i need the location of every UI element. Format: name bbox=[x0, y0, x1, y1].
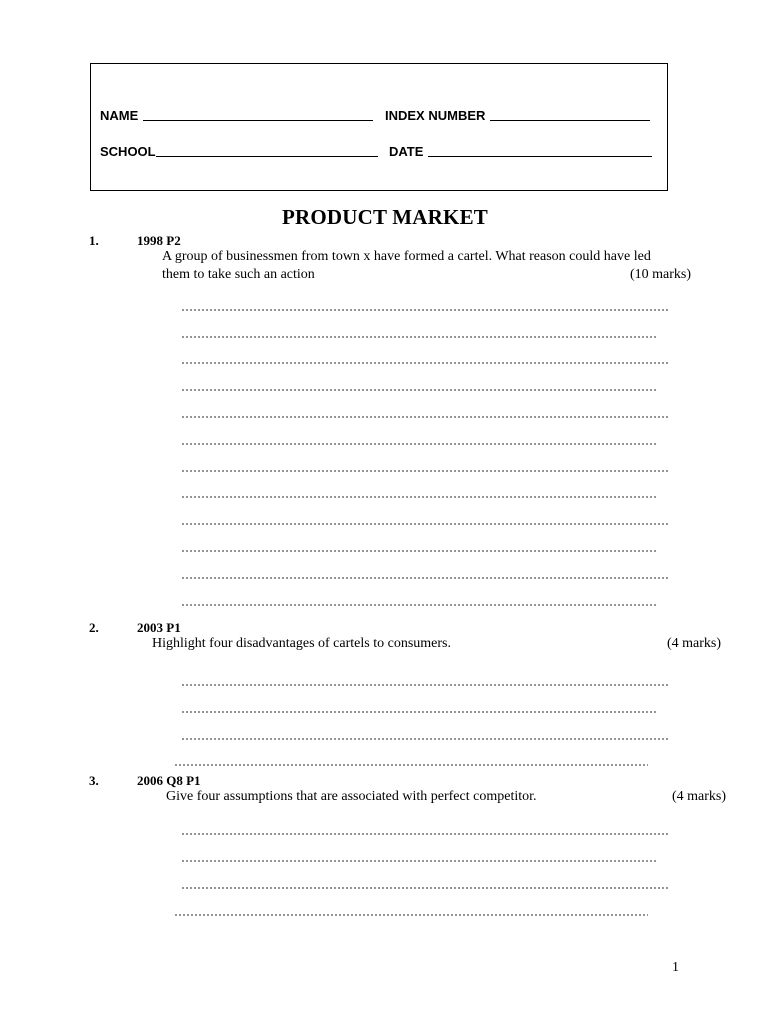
name-field[interactable] bbox=[100, 108, 373, 123]
answer-line[interactable] bbox=[181, 704, 657, 714]
question-1-text-line-2: them to take such an action bbox=[162, 267, 315, 282]
question-1-code: 1998 P2 bbox=[137, 233, 181, 248]
index-number-label: INDEX NUMBER bbox=[385, 108, 486, 123]
question-1-number: 1. bbox=[89, 233, 99, 248]
answer-line[interactable] bbox=[181, 731, 668, 741]
answer-line[interactable] bbox=[181, 826, 668, 836]
page-title: PRODUCT MARKET bbox=[281, 205, 488, 229]
question-2-text: Highlight four disadvantages of cartels to consumers. bbox=[152, 636, 451, 651]
question-2-marks: (4 marks) bbox=[667, 636, 722, 651]
question-3-code: 2006 Q8 P1 bbox=[137, 773, 201, 788]
index-number-field[interactable] bbox=[385, 108, 650, 123]
school-field[interactable] bbox=[100, 144, 378, 159]
name-label: NAME bbox=[100, 108, 139, 123]
answer-line[interactable] bbox=[181, 853, 657, 863]
answer-line[interactable] bbox=[174, 907, 648, 917]
answer-line[interactable] bbox=[181, 382, 657, 392]
question-2-code: 2003 P1 bbox=[137, 620, 181, 635]
answer-line[interactable] bbox=[181, 543, 657, 553]
date-label: DATE bbox=[389, 144, 424, 159]
student-info-box bbox=[90, 63, 668, 191]
answer-line[interactable] bbox=[181, 329, 657, 339]
answer-line[interactable] bbox=[174, 757, 648, 767]
question-3-text: Give four assumptions that are associated with perfect competitor. bbox=[166, 789, 537, 804]
date-line[interactable] bbox=[428, 156, 652, 157]
answer-line[interactable] bbox=[181, 436, 657, 446]
question-3-marks: (4 marks) bbox=[672, 789, 727, 804]
answer-line[interactable] bbox=[181, 570, 668, 580]
question-1-text-line-1: A group of businessmen from town x have formed a cartel. What reason could have led bbox=[162, 249, 651, 264]
answer-line[interactable] bbox=[181, 677, 668, 687]
answer-line[interactable] bbox=[181, 516, 668, 526]
answer-line[interactable] bbox=[181, 489, 657, 499]
answer-line[interactable] bbox=[181, 302, 668, 312]
name-line[interactable] bbox=[143, 120, 373, 121]
question-1-marks: (10 marks) bbox=[630, 267, 692, 282]
answer-line[interactable] bbox=[181, 409, 668, 419]
school-label: SCHOOL bbox=[100, 144, 156, 159]
answer-line[interactable] bbox=[181, 597, 657, 607]
date-field[interactable] bbox=[389, 144, 652, 159]
index-number-line[interactable] bbox=[490, 120, 650, 121]
answer-line[interactable] bbox=[181, 463, 668, 473]
school-line[interactable] bbox=[156, 156, 378, 157]
question-3-number: 3. bbox=[89, 773, 99, 788]
answer-line[interactable] bbox=[181, 355, 668, 365]
question-2-number: 2. bbox=[89, 620, 99, 635]
answer-line[interactable] bbox=[181, 880, 668, 890]
page-number: 1 bbox=[672, 960, 679, 975]
